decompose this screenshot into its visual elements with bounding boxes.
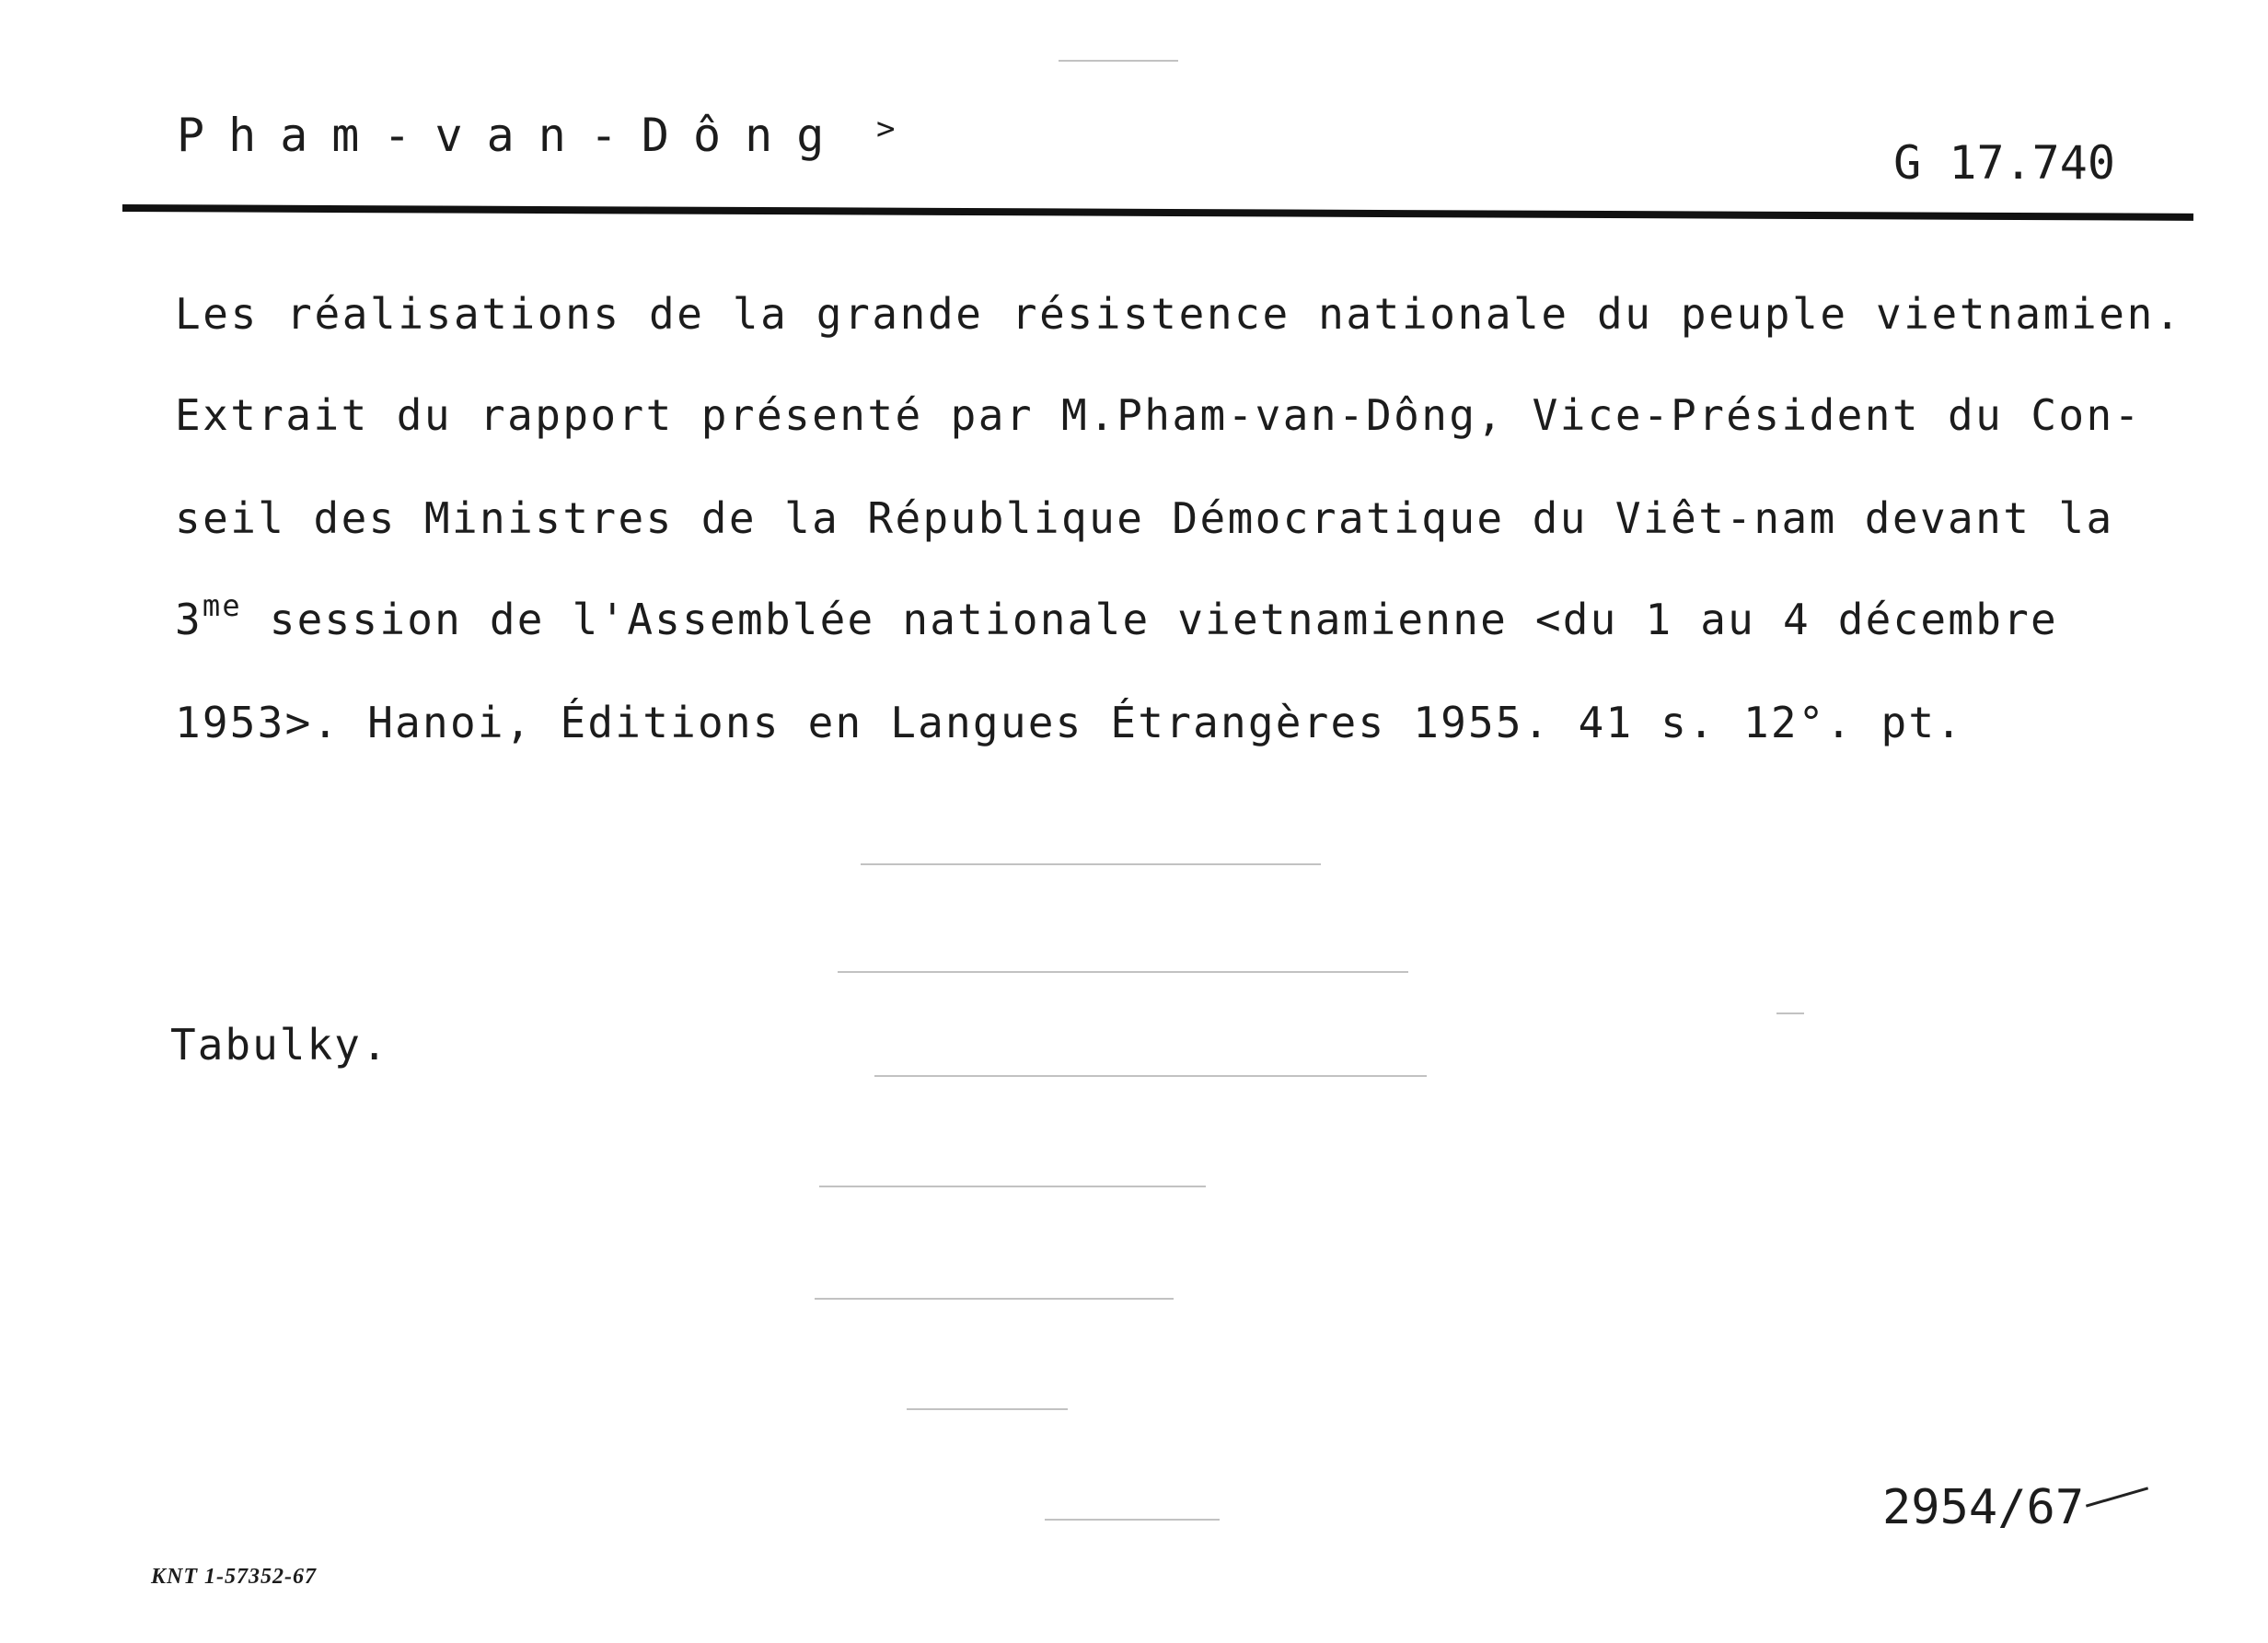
header-rule (122, 204, 2193, 221)
imprint-line: 1953>. Hanoi, Éditions en Langues Étrangères 1955. 41 s. 12°. pt. (175, 698, 1964, 747)
scan-noise (907, 1408, 1068, 1410)
scan-noise (838, 971, 1408, 973)
printer-mark: KNT 1-57352-67 (151, 1565, 317, 1589)
title-line-2: Extrait du rapport présenté par M.Pham-van-Dông, Vice-Président du Con- (175, 390, 2142, 440)
scan-noise (1045, 1519, 1220, 1521)
scan-noise (1059, 60, 1178, 62)
accession-number: 2954/67 (1882, 1480, 2085, 1535)
subject-note: Tabulky. (170, 1020, 389, 1070)
call-number: G 17.740 (1893, 136, 2115, 190)
ordinal-superscript: me (202, 588, 242, 623)
title-line-3: seil des Ministres de la République Démocratique du Viêt-nam devant la (175, 493, 2114, 543)
author-correction-mark: > (876, 110, 896, 147)
scan-noise (815, 1298, 1174, 1300)
scan-noise (1776, 1012, 1804, 1014)
handwritten-stroke (2086, 1487, 2148, 1507)
scan-noise (861, 863, 1321, 865)
title-line-4-text: session de l'Assemblée nationale vietnamienne <du 1 au 4 décembre (269, 595, 2058, 644)
scan-noise (819, 1186, 1206, 1187)
scan-noise (874, 1075, 1427, 1077)
title-line-1: Les réalisations de la grande résistence nationale du peuple vietnamien. (175, 289, 2183, 339)
ordinal-number: 3 (175, 595, 202, 644)
author-heading: Pham-van-Dông (177, 109, 849, 162)
title-line-4 (175, 588, 2058, 644)
